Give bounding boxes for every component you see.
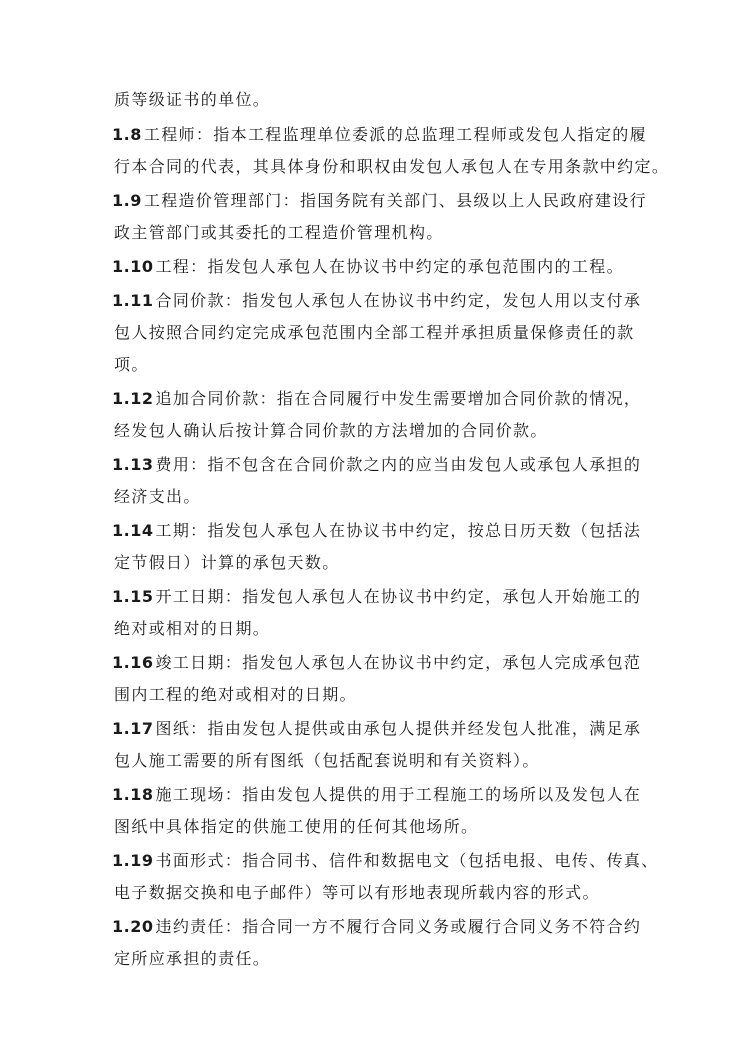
clause-number: 1.12 bbox=[112, 389, 154, 408]
clause-number: 1.10 bbox=[112, 257, 154, 276]
text-line bbox=[112, 851, 659, 871]
line-text: 电子数据交换和电子邮件）等可以有形地表现所载内容的形式。 bbox=[114, 883, 600, 902]
text-line bbox=[112, 949, 270, 969]
clause-number: 1.9 bbox=[112, 191, 142, 210]
clause-number: 1.18 bbox=[112, 785, 154, 804]
line-text: 包人按照合同约定完成承包范围内全部工程并承担质量保修责任的款 bbox=[114, 323, 635, 342]
clause-number: 1.11 bbox=[112, 291, 154, 310]
text-line bbox=[112, 257, 624, 277]
clause-number: 1.15 bbox=[112, 587, 154, 606]
text-line bbox=[112, 653, 641, 673]
clause-number: 1.19 bbox=[112, 851, 154, 870]
line-text: 质等级证书的单位。 bbox=[114, 90, 271, 109]
line-text: 违约责任：指合同一方不履行合同义务或履行合同义务不符合约 bbox=[155, 917, 642, 936]
line-text: 项。 bbox=[114, 355, 149, 374]
text-line bbox=[112, 223, 444, 243]
line-text: 定节假日）计算的承包天数。 bbox=[114, 553, 340, 572]
text-line bbox=[112, 883, 600, 903]
line-text: 合同价款：指发包人承包人在协议书中约定，发包人用以支付承 bbox=[155, 291, 642, 310]
text-line bbox=[112, 553, 340, 573]
text-line bbox=[112, 685, 357, 705]
text-line bbox=[112, 191, 647, 211]
text-line bbox=[112, 785, 641, 805]
text-line bbox=[112, 587, 641, 607]
line-text: 定所应承担的责任。 bbox=[114, 949, 271, 968]
text-line bbox=[112, 90, 270, 110]
text-line bbox=[112, 751, 540, 771]
text-line bbox=[112, 323, 635, 343]
line-text: 施工现场：指由发包人提供的用于工程施工的场所以及发包人在 bbox=[155, 785, 642, 804]
text-line bbox=[112, 455, 641, 475]
clause-number: 1.17 bbox=[112, 719, 154, 738]
line-text: 图纸：指由发包人提供或由承包人提供并经发包人批准，满足承 bbox=[155, 719, 642, 738]
line-text: 图纸中具体指定的供施工使用的任何其他场所。 bbox=[114, 817, 479, 836]
clause-number: 1.8 bbox=[112, 125, 142, 144]
line-text: 工程造价管理部门：指国务院有关部门、县级以上人民政府建设行 bbox=[143, 191, 647, 210]
line-text: 工程师：指本工程监理单位委派的总监理工程师或发包人指定的履 bbox=[143, 125, 647, 144]
clause-number: 1.14 bbox=[112, 521, 154, 540]
line-text: 经济支出。 bbox=[114, 487, 201, 506]
text-line bbox=[112, 917, 641, 937]
line-text: 费用：指不包含在合同价款之内的应当由发包人或承包人承担的 bbox=[155, 455, 642, 474]
line-text: 工程：指发包人承包人在协议书中约定的承包范围内的工程。 bbox=[155, 257, 624, 276]
text-line bbox=[112, 487, 201, 507]
text-line bbox=[112, 619, 270, 639]
text-line bbox=[112, 389, 641, 409]
line-text: 绝对或相对的日期。 bbox=[114, 619, 271, 638]
line-text: 行本合同的代表，其具体身份和职权由发包人承包人在专用条款中约定。 bbox=[114, 157, 670, 176]
clause-number: 1.20 bbox=[112, 917, 154, 936]
text-line bbox=[112, 421, 548, 441]
clause-number: 1.16 bbox=[112, 653, 154, 672]
line-text: 竣工日期：指发包人承包人在协议书中约定，承包人完成承包范 bbox=[155, 653, 642, 672]
text-line bbox=[112, 719, 641, 739]
line-text: 开工日期：指发包人承包人在协议书中约定，承包人开始施工的 bbox=[155, 587, 642, 606]
line-text: 政主管部门或其委托的工程造价管理机构。 bbox=[114, 223, 444, 242]
text-line bbox=[112, 125, 647, 145]
text-line bbox=[112, 521, 641, 541]
clause-number: 1.13 bbox=[112, 455, 154, 474]
line-text: 围内工程的绝对或相对的日期。 bbox=[114, 685, 357, 704]
text-line bbox=[112, 291, 641, 311]
line-text: 追加合同价款：指在合同履行中发生需要增加合同价款的情况， bbox=[155, 389, 642, 408]
line-text: 书面形式：指合同书、信件和数据电文（包括电报、电传、传真、 bbox=[155, 851, 659, 870]
text-line bbox=[112, 157, 669, 177]
text-line bbox=[112, 355, 149, 375]
line-text: 经发包人确认后按计算合同价款的方法增加的合同价款。 bbox=[114, 421, 548, 440]
line-text: 工期：指发包人承包人在协议书中约定，按总日历天数（包括法 bbox=[155, 521, 642, 540]
line-text: 包人施工需要的所有图纸（包括配套说明和有关资料）。 bbox=[114, 751, 540, 770]
text-line bbox=[112, 817, 478, 837]
